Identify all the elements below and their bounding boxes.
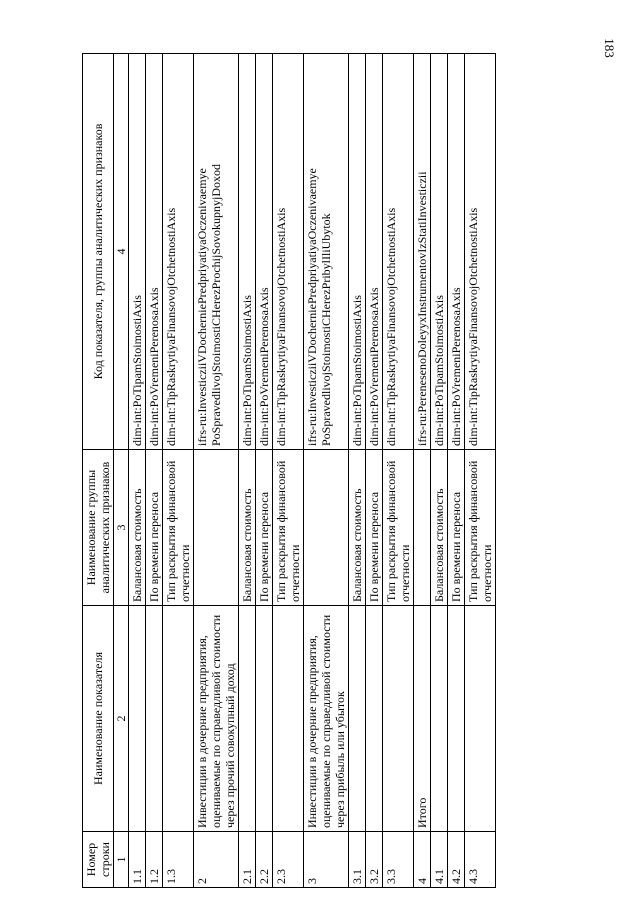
cell-group: По времени переноса [146, 450, 163, 606]
cell-group: Балансовая стоимость [239, 450, 256, 606]
rotated-table-container [82, 54, 578, 888]
cell-code: dim-int:TipRaskrytiyaFinansovojOtchetnostiAxis [163, 54, 194, 450]
cell-name [465, 606, 496, 832]
cell-name [146, 606, 163, 832]
cell-num: 2 [194, 832, 239, 888]
cell-code: dim-int:PoTipamStoimostiAxis [129, 54, 146, 450]
cell-code: dim-int:PoTipamStoimostiAxis [349, 54, 366, 450]
cell-code: dim-int:PoTipamStoimostiAxis [239, 54, 256, 450]
cell-num: 3.2 [366, 832, 383, 888]
table-row [146, 54, 163, 888]
cell-group: По времени переноса [366, 450, 383, 606]
cell-name [129, 606, 146, 832]
cell-group [414, 450, 431, 606]
table-row [194, 54, 239, 888]
cell-group: Тип раскрытия финансовой отчетности [273, 450, 304, 606]
cell-num: 3.1 [349, 832, 366, 888]
cell-num: 4 [414, 832, 431, 888]
column-number-row [114, 54, 129, 888]
cell-name [431, 606, 448, 832]
header-indicator-name: Наименование показателя [83, 606, 114, 832]
cell-name [239, 606, 256, 832]
table-row [273, 54, 304, 888]
cell-code: ifrs-ru:InvesticziiVDocherniePredpriyatiyaOczenivaemye PoSpravedlivojStoimostiCHerezPribylIliUbytok [304, 54, 349, 450]
cell-name [256, 606, 273, 832]
table-row [448, 54, 465, 888]
cell-num: 3.3 [383, 832, 414, 888]
cell-group: Балансовая стоимость [129, 450, 146, 606]
column-number: 4 [114, 54, 129, 450]
cell-code: dim-int:PoTipamStoimostiAxis [431, 54, 448, 450]
cell-group: Балансовая стоимость [431, 450, 448, 606]
cell-group: Тип раскрытия финансовой отчетности [163, 450, 194, 606]
cell-name [448, 606, 465, 832]
column-number: 3 [114, 450, 129, 606]
cell-code: dim-int:TipRaskrytiyaFinansovojOtchetnostiAxis [273, 54, 304, 450]
table-row [349, 54, 366, 888]
cell-code: dim-int:PoVremeniPerenosaAxis [146, 54, 163, 450]
cell-group: По времени переноса [256, 450, 273, 606]
table-row [129, 54, 146, 888]
cell-group [194, 450, 239, 606]
table-row [465, 54, 496, 888]
table-row [256, 54, 273, 888]
cell-num: 4.1 [431, 832, 448, 888]
indicator-table [82, 53, 496, 888]
header-group-name: Наименование группы аналитических признаков [83, 450, 114, 606]
table-header-row [83, 54, 114, 888]
cell-name: Инвестиции в дочерние предприятия, оцениваемые по справедливой стоимости через прибыль или убыток [304, 606, 349, 832]
cell-name [273, 606, 304, 832]
cell-name [383, 606, 414, 832]
cell-num: 4.2 [448, 832, 465, 888]
cell-num: 1.3 [163, 832, 194, 888]
cell-name: Инвестиции в дочерние предприятия, оцениваемые по справедливой стоимости через прочий совокупный доход [194, 606, 239, 832]
cell-code: ifrs-ru:InvesticziiVDocherniePredpriyatiyaOczenivaemye PoSpravedlivojStoimostiCHerezProchijSovokupnyjDoxod [194, 54, 239, 450]
header-code: Код показателя, группы аналитических признаков [83, 54, 114, 450]
page-number: 183 [601, 38, 617, 58]
cell-code: dim-int:TipRaskrytiyaFinansovojOtchetnostiAxis [383, 54, 414, 450]
cell-name [163, 606, 194, 832]
table-row [239, 54, 256, 888]
table-row [414, 54, 431, 888]
cell-group: Тип раскрытия финансовой отчетности [383, 450, 414, 606]
table-body [129, 54, 496, 888]
cell-code: dim-int:TipRaskrytiyaFinansovojOtchetnostiAxis [465, 54, 496, 450]
cell-code: dim-int:PoVremeniPerenosaAxis [256, 54, 273, 450]
column-number: 1 [114, 832, 129, 888]
cell-group: Балансовая стоимость [349, 450, 366, 606]
table-row [366, 54, 383, 888]
cell-num: 2.3 [273, 832, 304, 888]
cell-num: 1.1 [129, 832, 146, 888]
table-row [383, 54, 414, 888]
cell-group [304, 450, 349, 606]
cell-group: По времени переноса [448, 450, 465, 606]
cell-name: Итого [414, 606, 431, 832]
cell-num: 4.3 [465, 832, 496, 888]
cell-name [366, 606, 383, 832]
cell-code: dim-int:PoVremeniPerenosaAxis [448, 54, 465, 450]
cell-group: Тип раскрытия финансовой отчетности [465, 450, 496, 606]
cell-num: 2.1 [239, 832, 256, 888]
column-number: 2 [114, 606, 129, 832]
cell-code: ifrs-ru:PerenesenoDoleyyxInstrumentovIzStatiInvesticzii [414, 54, 431, 450]
cell-num: 2.2 [256, 832, 273, 888]
table-row [431, 54, 448, 888]
table-row [304, 54, 349, 888]
cell-name [349, 606, 366, 832]
cell-num: 3 [304, 832, 349, 888]
header-row-number: Номер строки [83, 832, 114, 888]
cell-code: dim-int:PoVremeniPerenosaAxis [366, 54, 383, 450]
table-row [163, 54, 194, 888]
cell-num: 1.2 [146, 832, 163, 888]
